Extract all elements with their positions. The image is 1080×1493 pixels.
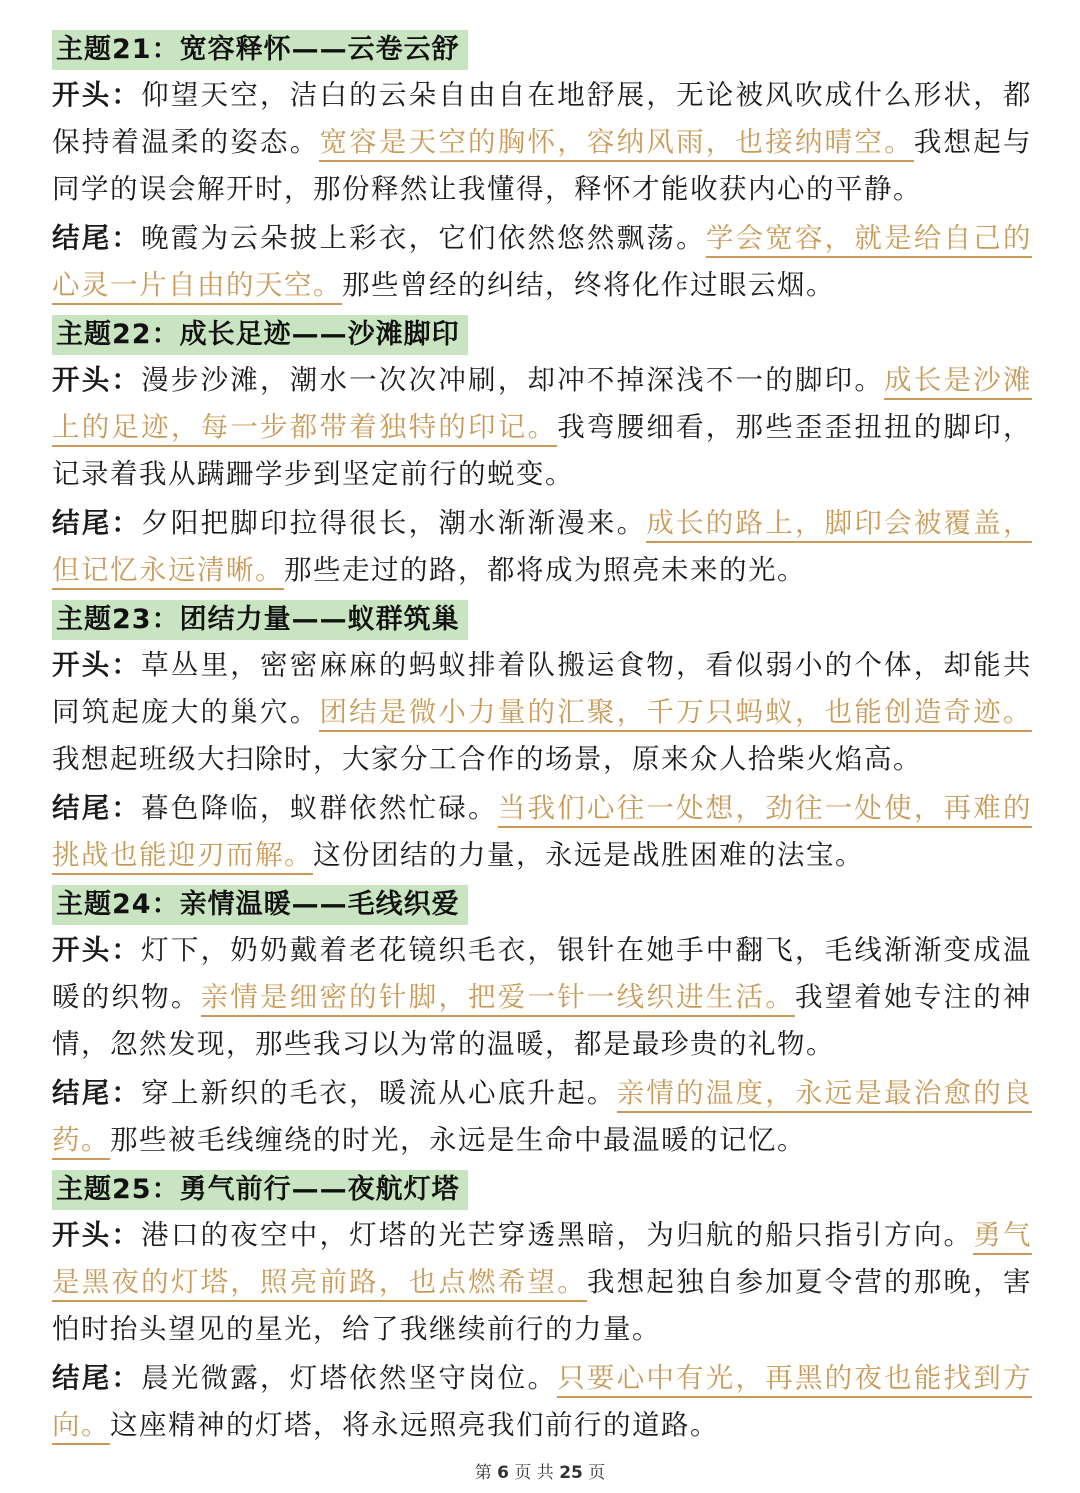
highlight-quote: 亲情是细密的针脚，把爱一针一线织进生活。 [201, 981, 795, 1017]
topic-section [52, 315, 1032, 594]
opening-text-after: 我弯腰细看，那些歪歪扭扭的脚印，记录着我从蹒跚学步到坚定前行的蜕变。 [52, 411, 1032, 490]
topic-heading: 主题22：成长足迹——沙滩脚印 [52, 315, 468, 355]
ending-text-after: 那些走过的路，都将成为照亮未来的光。 [284, 554, 806, 586]
ending-label: 结尾： [52, 1362, 142, 1394]
ending-paragraph [52, 215, 1032, 309]
topic-section [52, 30, 1032, 309]
ending-text: 晚霞为云朵披上彩衣，它们依然悠然飘荡。 [141, 222, 706, 254]
opening-paragraph [52, 1212, 1032, 1353]
ending-label: 结尾： [52, 1077, 142, 1109]
topic-section [52, 600, 1032, 879]
opening-text-after: 我望着她专注的神情，忽然发现，那些我习以为常的温暖，都是最珍贵的礼物。 [52, 981, 1032, 1060]
ending-paragraph [52, 500, 1032, 594]
opening-text-after: 我想起独自参加夏令营的那晚，害怕时抬头望见的星光，给了我继续前行的力量。 [52, 1266, 1032, 1345]
document-page [52, 30, 1032, 1455]
highlight-quote: 只要心中有光，再黑的夜也能找到方向。 [52, 1362, 1032, 1445]
opening-text: 仰望天空，洁白的云朵自由自在地舒展，无论被风吹成什么形状，都保持着温柔的姿态。 [52, 79, 1032, 158]
footer-prefix: 第 [474, 1463, 492, 1483]
ending-paragraph [52, 1355, 1032, 1449]
opening-text: 灯下，奶奶戴着老花镜织毛衣，银针在她手中翻飞，毛线渐渐变成温暖的织物。 [52, 934, 1032, 1013]
opening-paragraph [52, 357, 1032, 498]
highlight-quote: 宽容是天空的胸怀，容纳风雨，也接纳晴空。 [319, 126, 913, 162]
topic-heading: 主题24：亲情温暖——毛线织爱 [52, 885, 468, 925]
ending-text: 穿上新织的毛衣，暖流从心底升起。 [141, 1077, 617, 1109]
opening-label: 开头： [52, 934, 142, 966]
opening-label: 开头： [52, 1219, 142, 1251]
page-number: 6 [497, 1463, 509, 1483]
page-footer [0, 1458, 1080, 1483]
opening-text: 漫步沙滩，潮水一次次冲刷，却冲不掉深浅不一的脚印。 [141, 364, 885, 396]
page-total: 25 [559, 1463, 583, 1483]
footer-suffix: 页 [588, 1463, 606, 1483]
ending-text-after: 这座精神的灯塔，将永远照亮我们前行的道路。 [110, 1409, 719, 1441]
ending-text-after: 那些被毛线缠绕的时光，永远是生命中最温暖的记忆。 [110, 1124, 806, 1156]
opening-paragraph [52, 927, 1032, 1068]
opening-label: 开头： [52, 364, 142, 396]
opening-text-after: 我想起与同学的误会解开时，那份释然让我懂得，释怀才能收获内心的平静。 [52, 126, 1032, 205]
highlight-quote: 亲情的温度，永远是最治愈的良药。 [52, 1077, 1032, 1160]
opening-text: 港口的夜空中，灯塔的光芒穿透黑暗，为归航的船只指引方向。 [141, 1219, 974, 1251]
topic-section [52, 1170, 1032, 1449]
ending-paragraph [52, 1070, 1032, 1164]
highlight-quote: 勇气是黑夜的灯塔，照亮前路，也点燃希望。 [52, 1219, 1032, 1302]
highlight-quote: 成长的路上，脚印会被覆盖，但记忆永远清晰。 [52, 507, 1032, 590]
opening-text: 草丛里，密密麻麻的蚂蚁排着队搬运食物，看似弱小的个体，却能共同筑起庞大的巢穴。 [52, 649, 1032, 728]
ending-label: 结尾： [52, 222, 142, 254]
opening-paragraph [52, 642, 1032, 783]
ending-paragraph [52, 785, 1032, 879]
highlight-quote: 学会宽容，就是给自己的心灵一片自由的天空。 [52, 222, 1032, 305]
opening-paragraph [52, 72, 1032, 213]
highlight-quote: 团结是微小力量的汇聚，千万只蚂蚁，也能创造奇迹。 [319, 696, 1032, 732]
highlight-quote: 成长是沙滩上的足迹，每一步都带着独特的印记。 [52, 364, 1032, 447]
ending-label: 结尾： [52, 507, 142, 539]
ending-text-after: 这份团结的力量，永远是战胜困难的法宝。 [313, 839, 864, 871]
topic-heading: 主题21：宽容释怀——云卷云舒 [52, 30, 468, 70]
topic-section [52, 885, 1032, 1164]
opening-label: 开头： [52, 79, 142, 111]
ending-label: 结尾： [52, 792, 142, 824]
ending-text: 晨光微露，灯塔依然坚守岗位。 [141, 1362, 558, 1394]
opening-label: 开头： [52, 649, 142, 681]
footer-middle: 页 共 [514, 1463, 554, 1483]
ending-text: 夕阳把脚印拉得很长，潮水渐渐漫来。 [141, 507, 647, 539]
topic-heading: 主题23：团结力量——蚁群筑巢 [52, 600, 468, 640]
highlight-quote: 当我们心往一处想，劲往一处使，再难的挑战也能迎刃而解。 [52, 792, 1032, 875]
opening-text-after: 我想起班级大扫除时，大家分工合作的场景，原来众人拾柴火焰高。 [52, 743, 922, 775]
topic-heading: 主题25：勇气前行——夜航灯塔 [52, 1170, 468, 1210]
ending-text: 暮色降临，蚁群依然忙碌。 [141, 792, 498, 824]
ending-text-after: 那些曾经的纠结，终将化作过眼云烟。 [342, 269, 835, 301]
